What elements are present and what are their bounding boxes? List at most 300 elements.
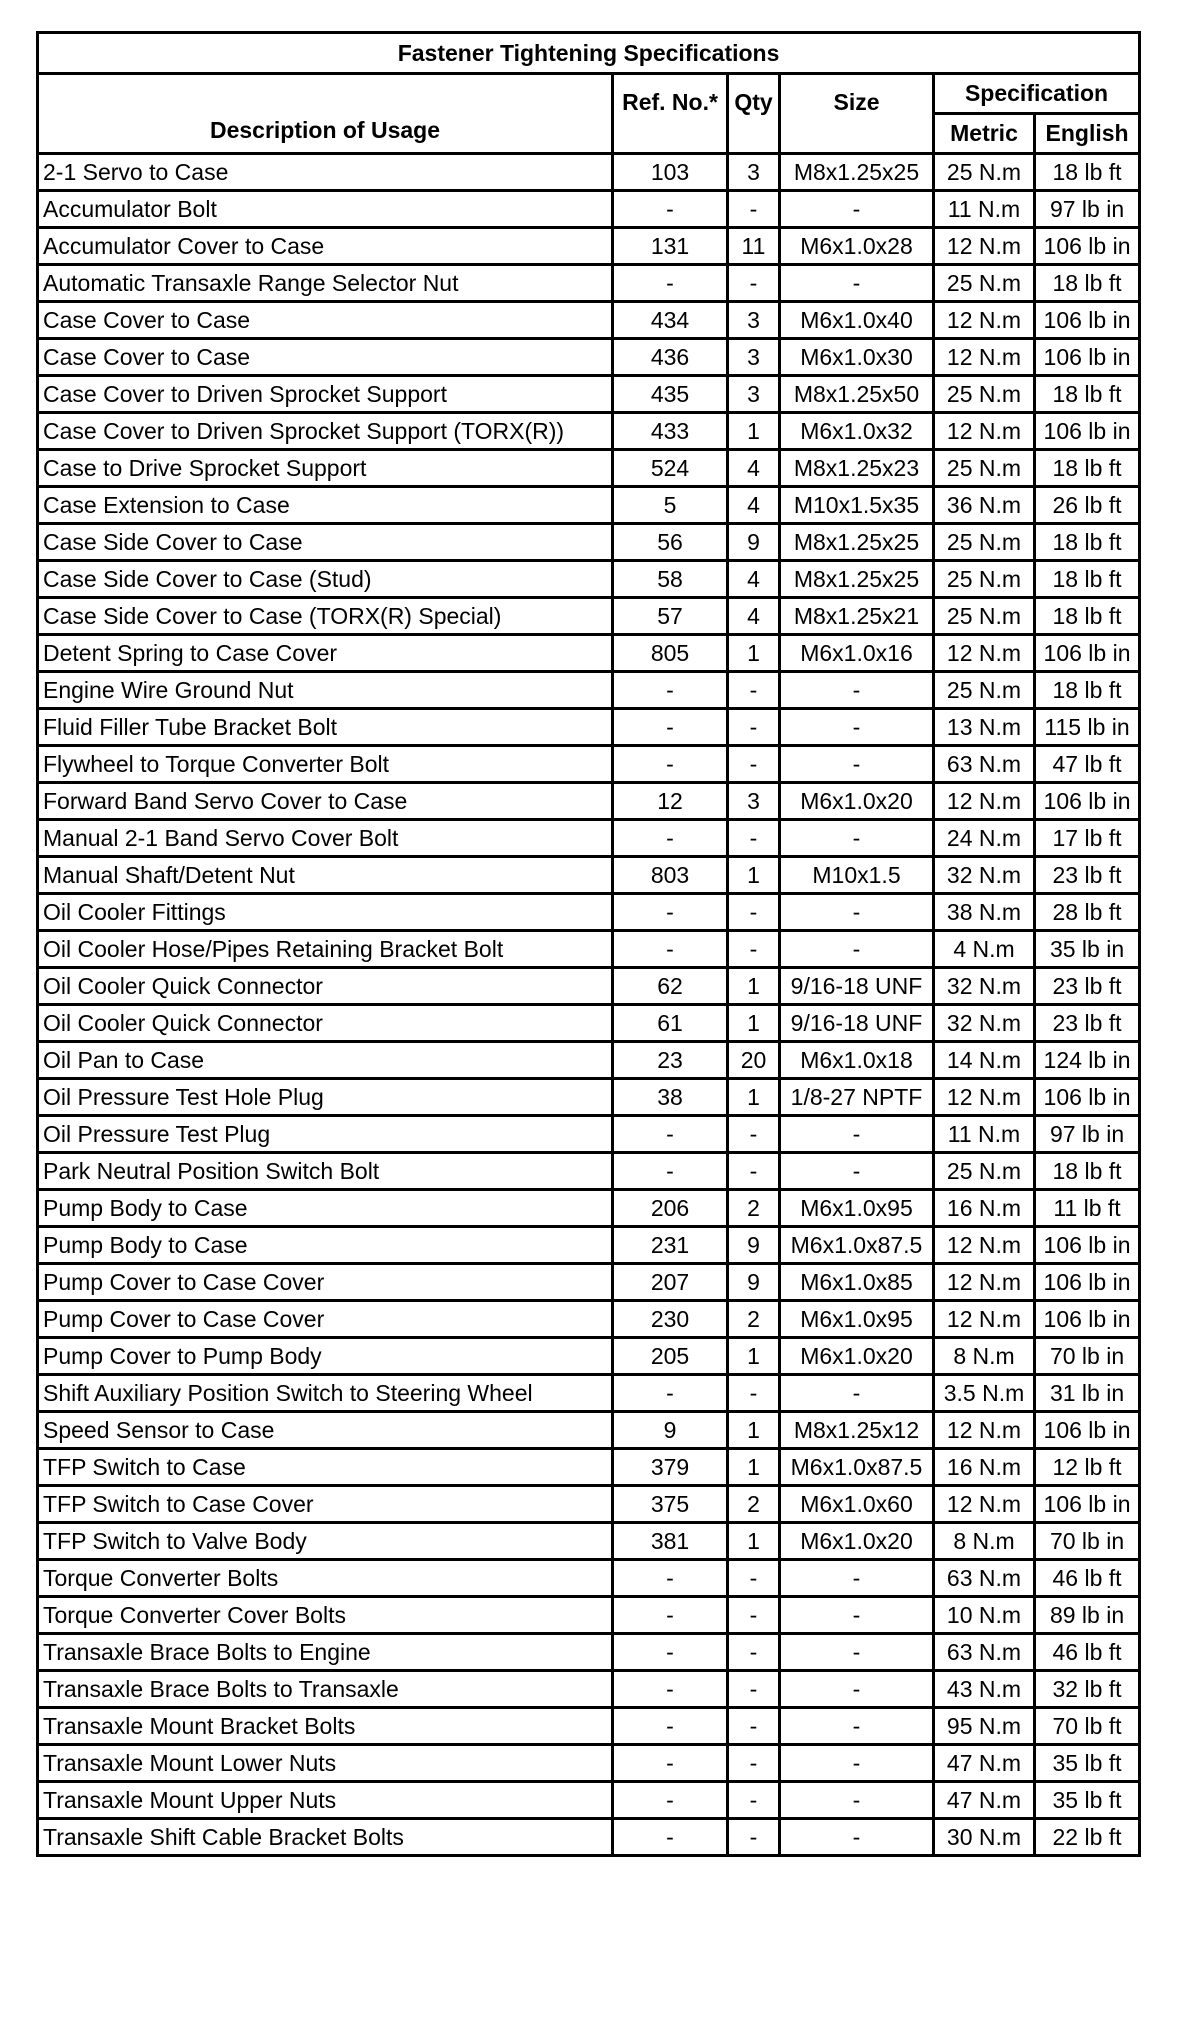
ref-no-cell: - (613, 1634, 728, 1671)
description-cell: Transaxle Mount Lower Nuts (38, 1745, 613, 1782)
english-cell: 23 lb ft (1035, 968, 1140, 1005)
english-cell: 106 lb in (1035, 1264, 1140, 1301)
description-cell: Park Neutral Position Switch Bolt (38, 1153, 613, 1190)
ref-no-cell: 61 (613, 1005, 728, 1042)
description-cell: Accumulator Bolt (38, 191, 613, 228)
ref-no-cell: 23 (613, 1042, 728, 1079)
qty-cell: - (728, 1375, 780, 1412)
english-cell: 11 lb ft (1035, 1190, 1140, 1227)
size-cell: M8x1.25x12 (780, 1412, 934, 1449)
description-cell: Manual 2-1 Band Servo Cover Bolt (38, 820, 613, 857)
description-cell: 2-1 Servo to Case (38, 154, 613, 191)
table-row (38, 635, 1140, 672)
description-cell: Pump Body to Case (38, 1190, 613, 1227)
size-cell: - (780, 265, 934, 302)
size-cell: M6x1.0x60 (780, 1486, 934, 1523)
description-cell: Manual Shaft/Detent Nut (38, 857, 613, 894)
qty-cell: 9 (728, 1227, 780, 1264)
description-cell: Engine Wire Ground Nut (38, 672, 613, 709)
english-cell: 35 lb in (1035, 931, 1140, 968)
size-cell: - (780, 709, 934, 746)
header-english: English (1035, 114, 1140, 154)
qty-cell: - (728, 1116, 780, 1153)
table-row (38, 1301, 1140, 1338)
english-cell: 106 lb in (1035, 228, 1140, 265)
size-cell: M6x1.0x95 (780, 1190, 934, 1227)
description-cell: Case Cover to Driven Sprocket Support (38, 376, 613, 413)
english-cell: 106 lb in (1035, 302, 1140, 339)
table-row (38, 857, 1140, 894)
table-row (38, 1264, 1140, 1301)
table-row (38, 1079, 1140, 1116)
qty-cell: 4 (728, 598, 780, 635)
description-cell: Oil Cooler Quick Connector (38, 1005, 613, 1042)
description-cell: Pump Body to Case (38, 1227, 613, 1264)
size-cell: - (780, 894, 934, 931)
size-cell: M6x1.0x16 (780, 635, 934, 672)
metric-cell: 47 N.m (934, 1782, 1035, 1819)
qty-cell: 3 (728, 783, 780, 820)
qty-cell: - (728, 191, 780, 228)
ref-no-cell: 230 (613, 1301, 728, 1338)
ref-no-cell: 207 (613, 1264, 728, 1301)
ref-no-cell: - (613, 894, 728, 931)
metric-cell: 14 N.m (934, 1042, 1035, 1079)
ref-no-cell: - (613, 1153, 728, 1190)
header-metric: Metric (934, 114, 1035, 154)
ref-no-cell: - (613, 1116, 728, 1153)
size-cell: M10x1.5x35 (780, 487, 934, 524)
description-cell: Case Side Cover to Case (Stud) (38, 561, 613, 598)
description-cell: Detent Spring to Case Cover (38, 635, 613, 672)
table-row (38, 191, 1140, 228)
table-row (38, 1116, 1140, 1153)
description-cell: Flywheel to Torque Converter Bolt (38, 746, 613, 783)
table-row (38, 265, 1140, 302)
qty-cell: - (728, 709, 780, 746)
description-cell: Transaxle Shift Cable Bracket Bolts (38, 1819, 613, 1856)
metric-cell: 25 N.m (934, 561, 1035, 598)
ref-no-cell: - (613, 1782, 728, 1819)
size-cell: - (780, 1560, 934, 1597)
table-row (38, 931, 1140, 968)
table-row (38, 820, 1140, 857)
english-cell: 106 lb in (1035, 783, 1140, 820)
metric-cell: 8 N.m (934, 1338, 1035, 1375)
ref-no-cell: 205 (613, 1338, 728, 1375)
ref-no-cell: 805 (613, 635, 728, 672)
table-row (38, 1153, 1140, 1190)
qty-cell: 1 (728, 968, 780, 1005)
table-row (38, 1560, 1140, 1597)
size-cell: M6x1.0x20 (780, 1338, 934, 1375)
size-cell: - (780, 1375, 934, 1412)
ref-no-cell: - (613, 672, 728, 709)
size-cell: M8x1.25x50 (780, 376, 934, 413)
description-cell: Case Extension to Case (38, 487, 613, 524)
metric-cell: 12 N.m (934, 1412, 1035, 1449)
ref-no-cell: 62 (613, 968, 728, 1005)
english-cell: 70 lb ft (1035, 1708, 1140, 1745)
table-row (38, 968, 1140, 1005)
table-row (38, 413, 1140, 450)
description-cell: Case Side Cover to Case (TORX(R) Special) (38, 598, 613, 635)
ref-no-cell: - (613, 1819, 728, 1856)
size-cell: 9/16-18 UNF (780, 968, 934, 1005)
english-cell: 115 lb in (1035, 709, 1140, 746)
ref-no-cell: - (613, 191, 728, 228)
header-specification: Specification (934, 74, 1140, 114)
english-cell: 106 lb in (1035, 635, 1140, 672)
metric-cell: 25 N.m (934, 1153, 1035, 1190)
size-cell: M6x1.0x20 (780, 1523, 934, 1560)
qty-cell: 1 (728, 1449, 780, 1486)
size-cell: M8x1.25x25 (780, 154, 934, 191)
ref-no-cell: - (613, 1671, 728, 1708)
table-row (38, 302, 1140, 339)
metric-cell: 47 N.m (934, 1745, 1035, 1782)
metric-cell: 63 N.m (934, 1634, 1035, 1671)
description-cell: Pump Cover to Pump Body (38, 1338, 613, 1375)
ref-no-cell: 375 (613, 1486, 728, 1523)
description-cell: Torque Converter Bolts (38, 1560, 613, 1597)
qty-cell: 4 (728, 450, 780, 487)
description-cell: TFP Switch to Case (38, 1449, 613, 1486)
description-cell: Torque Converter Cover Bolts (38, 1597, 613, 1634)
english-cell: 106 lb in (1035, 413, 1140, 450)
ref-no-cell: - (613, 820, 728, 857)
table-row (38, 894, 1140, 931)
description-cell: Case Side Cover to Case (38, 524, 613, 561)
qty-cell: 2 (728, 1301, 780, 1338)
english-cell: 18 lb ft (1035, 376, 1140, 413)
metric-cell: 25 N.m (934, 524, 1035, 561)
ref-no-cell: - (613, 1745, 728, 1782)
ref-no-cell: 434 (613, 302, 728, 339)
ref-no-cell: 56 (613, 524, 728, 561)
english-cell: 124 lb in (1035, 1042, 1140, 1079)
qty-cell: 1 (728, 1523, 780, 1560)
fastener-spec-table (36, 31, 1141, 1857)
qty-cell: 2 (728, 1486, 780, 1523)
metric-cell: 63 N.m (934, 746, 1035, 783)
english-cell: 70 lb in (1035, 1523, 1140, 1560)
metric-cell: 12 N.m (934, 228, 1035, 265)
english-cell: 106 lb in (1035, 1486, 1140, 1523)
table-row (38, 709, 1140, 746)
table-row (38, 1412, 1140, 1449)
table-row (38, 1042, 1140, 1079)
english-cell: 46 lb ft (1035, 1634, 1140, 1671)
description-cell: Oil Pressure Test Hole Plug (38, 1079, 613, 1116)
size-cell: - (780, 191, 934, 228)
table-row (38, 1375, 1140, 1412)
qty-cell: 1 (728, 1005, 780, 1042)
metric-cell: 12 N.m (934, 1264, 1035, 1301)
metric-cell: 10 N.m (934, 1597, 1035, 1634)
description-cell: Pump Cover to Case Cover (38, 1264, 613, 1301)
table-row (38, 1708, 1140, 1745)
table-row (38, 672, 1140, 709)
table-row (38, 524, 1140, 561)
ref-no-cell: - (613, 1560, 728, 1597)
size-cell: - (780, 1116, 934, 1153)
size-cell: M6x1.0x87.5 (780, 1449, 934, 1486)
metric-cell: 12 N.m (934, 783, 1035, 820)
qty-cell: 3 (728, 302, 780, 339)
metric-cell: 12 N.m (934, 1301, 1035, 1338)
english-cell: 106 lb in (1035, 1079, 1140, 1116)
metric-cell: 25 N.m (934, 672, 1035, 709)
metric-cell: 63 N.m (934, 1560, 1035, 1597)
ref-no-cell: 9 (613, 1412, 728, 1449)
description-cell: Case Cover to Case (38, 302, 613, 339)
description-cell: TFP Switch to Case Cover (38, 1486, 613, 1523)
size-cell: M6x1.0x85 (780, 1264, 934, 1301)
description-cell: Case Cover to Case (38, 339, 613, 376)
english-cell: 106 lb in (1035, 339, 1140, 376)
table-row (38, 1486, 1140, 1523)
qty-cell: 1 (728, 1079, 780, 1116)
description-cell: Oil Pressure Test Plug (38, 1116, 613, 1153)
english-cell: 35 lb ft (1035, 1745, 1140, 1782)
qty-cell: - (728, 672, 780, 709)
size-cell: - (780, 1745, 934, 1782)
table-row (38, 1782, 1140, 1819)
english-cell: 22 lb ft (1035, 1819, 1140, 1856)
ref-no-cell: 38 (613, 1079, 728, 1116)
ref-no-cell: 524 (613, 450, 728, 487)
metric-cell: 12 N.m (934, 413, 1035, 450)
english-cell: 47 lb ft (1035, 746, 1140, 783)
ref-no-cell: 57 (613, 598, 728, 635)
table-row (38, 487, 1140, 524)
english-cell: 46 lb ft (1035, 1560, 1140, 1597)
english-cell: 23 lb ft (1035, 857, 1140, 894)
description-cell: Transaxle Brace Bolts to Engine (38, 1634, 613, 1671)
description-cell: Oil Cooler Quick Connector (38, 968, 613, 1005)
metric-cell: 32 N.m (934, 968, 1035, 1005)
metric-cell: 16 N.m (934, 1449, 1035, 1486)
ref-no-cell: - (613, 1597, 728, 1634)
qty-cell: - (728, 1560, 780, 1597)
metric-cell: 25 N.m (934, 265, 1035, 302)
metric-cell: 12 N.m (934, 635, 1035, 672)
metric-cell: 38 N.m (934, 894, 1035, 931)
table-row (38, 1597, 1140, 1634)
size-cell: M6x1.0x28 (780, 228, 934, 265)
metric-cell: 95 N.m (934, 1708, 1035, 1745)
metric-cell: 32 N.m (934, 1005, 1035, 1042)
qty-cell: 4 (728, 487, 780, 524)
ref-no-cell: 231 (613, 1227, 728, 1264)
description-cell: Forward Band Servo Cover to Case (38, 783, 613, 820)
ref-no-cell: 206 (613, 1190, 728, 1227)
qty-cell: 9 (728, 1264, 780, 1301)
ref-no-cell: 12 (613, 783, 728, 820)
description-cell: Oil Cooler Fittings (38, 894, 613, 931)
qty-cell: - (728, 820, 780, 857)
english-cell: 18 lb ft (1035, 1153, 1140, 1190)
english-cell: 17 lb ft (1035, 820, 1140, 857)
size-cell: - (780, 820, 934, 857)
ref-no-cell: 131 (613, 228, 728, 265)
ref-no-cell: - (613, 265, 728, 302)
metric-cell: 8 N.m (934, 1523, 1035, 1560)
table-row (38, 1338, 1140, 1375)
english-cell: 18 lb ft (1035, 154, 1140, 191)
description-cell: Transaxle Brace Bolts to Transaxle (38, 1671, 613, 1708)
ref-no-cell: - (613, 746, 728, 783)
ref-no-cell: 433 (613, 413, 728, 450)
size-cell: M6x1.0x95 (780, 1301, 934, 1338)
table-row (38, 1634, 1140, 1671)
table-body (38, 154, 1140, 1856)
description-cell: Oil Cooler Hose/Pipes Retaining Bracket Bolt (38, 931, 613, 968)
table-row (38, 1227, 1140, 1264)
size-cell: M10x1.5 (780, 857, 934, 894)
table-row (38, 450, 1140, 487)
header-qty: Qty (728, 74, 780, 154)
english-cell: 18 lb ft (1035, 561, 1140, 598)
metric-cell: 12 N.m (934, 1486, 1035, 1523)
english-cell: 31 lb in (1035, 1375, 1140, 1412)
description-cell: Case Cover to Driven Sprocket Support (TORX(R)) (38, 413, 613, 450)
ref-no-cell: 435 (613, 376, 728, 413)
qty-cell: 1 (728, 1338, 780, 1375)
size-cell: - (780, 672, 934, 709)
size-cell: - (780, 1782, 934, 1819)
qty-cell: - (728, 746, 780, 783)
ref-no-cell: 803 (613, 857, 728, 894)
size-cell: - (780, 1708, 934, 1745)
header-size: Size (780, 74, 934, 154)
qty-cell: - (728, 1671, 780, 1708)
english-cell: 18 lb ft (1035, 598, 1140, 635)
ref-no-cell: 379 (613, 1449, 728, 1486)
qty-cell: 4 (728, 561, 780, 598)
qty-cell: 20 (728, 1042, 780, 1079)
english-cell: 18 lb ft (1035, 450, 1140, 487)
description-cell: Shift Auxiliary Position Switch to Steering Wheel (38, 1375, 613, 1412)
size-cell: - (780, 1634, 934, 1671)
metric-cell: 12 N.m (934, 339, 1035, 376)
size-cell: 1/8-27 NPTF (780, 1079, 934, 1116)
qty-cell: - (728, 1782, 780, 1819)
size-cell: M8x1.25x25 (780, 561, 934, 598)
size-cell: M8x1.25x21 (780, 598, 934, 635)
qty-cell: 11 (728, 228, 780, 265)
description-cell: Automatic Transaxle Range Selector Nut (38, 265, 613, 302)
ref-no-cell: 103 (613, 154, 728, 191)
table-row (38, 598, 1140, 635)
size-cell: - (780, 746, 934, 783)
qty-cell: - (728, 1634, 780, 1671)
qty-cell: - (728, 265, 780, 302)
description-cell: TFP Switch to Valve Body (38, 1523, 613, 1560)
description-cell: Accumulator Cover to Case (38, 228, 613, 265)
qty-cell: 2 (728, 1190, 780, 1227)
size-cell: M6x1.0x18 (780, 1042, 934, 1079)
table-row (38, 561, 1140, 598)
english-cell: 97 lb in (1035, 191, 1140, 228)
description-cell: Case to Drive Sprocket Support (38, 450, 613, 487)
metric-cell: 25 N.m (934, 154, 1035, 191)
ref-no-cell: 5 (613, 487, 728, 524)
size-cell: M6x1.0x32 (780, 413, 934, 450)
english-cell: 18 lb ft (1035, 265, 1140, 302)
english-cell: 106 lb in (1035, 1301, 1140, 1338)
size-cell: 9/16-18 UNF (780, 1005, 934, 1042)
description-cell: Transaxle Mount Bracket Bolts (38, 1708, 613, 1745)
english-cell: 106 lb in (1035, 1227, 1140, 1264)
metric-cell: 30 N.m (934, 1819, 1035, 1856)
metric-cell: 25 N.m (934, 598, 1035, 635)
metric-cell: 24 N.m (934, 820, 1035, 857)
english-cell: 12 lb ft (1035, 1449, 1140, 1486)
description-cell: Pump Cover to Case Cover (38, 1301, 613, 1338)
metric-cell: 32 N.m (934, 857, 1035, 894)
metric-cell: 43 N.m (934, 1671, 1035, 1708)
size-cell: M6x1.0x30 (780, 339, 934, 376)
ref-no-cell: 58 (613, 561, 728, 598)
qty-cell: - (728, 1708, 780, 1745)
english-cell: 70 lb in (1035, 1338, 1140, 1375)
size-cell: M6x1.0x20 (780, 783, 934, 820)
qty-cell: 3 (728, 339, 780, 376)
qty-cell: - (728, 931, 780, 968)
qty-cell: 1 (728, 1412, 780, 1449)
size-cell: - (780, 1153, 934, 1190)
table-row (38, 154, 1140, 191)
english-cell: 28 lb ft (1035, 894, 1140, 931)
qty-cell: 1 (728, 857, 780, 894)
size-cell: M6x1.0x87.5 (780, 1227, 934, 1264)
table-row (38, 1190, 1140, 1227)
size-cell: M6x1.0x40 (780, 302, 934, 339)
metric-cell: 12 N.m (934, 1227, 1035, 1264)
header-description: Description of Usage (38, 74, 613, 154)
english-cell: 89 lb in (1035, 1597, 1140, 1634)
english-cell: 18 lb ft (1035, 672, 1140, 709)
size-cell: - (780, 1597, 934, 1634)
size-cell: - (780, 931, 934, 968)
english-cell: 35 lb ft (1035, 1782, 1140, 1819)
table-title: Fastener Tightening Specifications (38, 33, 1140, 74)
table-row (38, 1523, 1140, 1560)
ref-no-cell: 381 (613, 1523, 728, 1560)
qty-cell: - (728, 1745, 780, 1782)
english-cell: 106 lb in (1035, 1412, 1140, 1449)
ref-no-cell: - (613, 709, 728, 746)
metric-cell: 13 N.m (934, 709, 1035, 746)
description-cell: Transaxle Mount Upper Nuts (38, 1782, 613, 1819)
size-cell: - (780, 1819, 934, 1856)
table-row (38, 1005, 1140, 1042)
metric-cell: 12 N.m (934, 302, 1035, 339)
table-row (38, 376, 1140, 413)
header-ref-no: Ref. No.* (613, 74, 728, 154)
qty-cell: - (728, 1153, 780, 1190)
metric-cell: 12 N.m (934, 1079, 1035, 1116)
qty-cell: 1 (728, 635, 780, 672)
qty-cell: 1 (728, 413, 780, 450)
size-cell: M8x1.25x23 (780, 450, 934, 487)
qty-cell: 3 (728, 154, 780, 191)
table-row (38, 339, 1140, 376)
description-cell: Oil Pan to Case (38, 1042, 613, 1079)
qty-cell: 3 (728, 376, 780, 413)
